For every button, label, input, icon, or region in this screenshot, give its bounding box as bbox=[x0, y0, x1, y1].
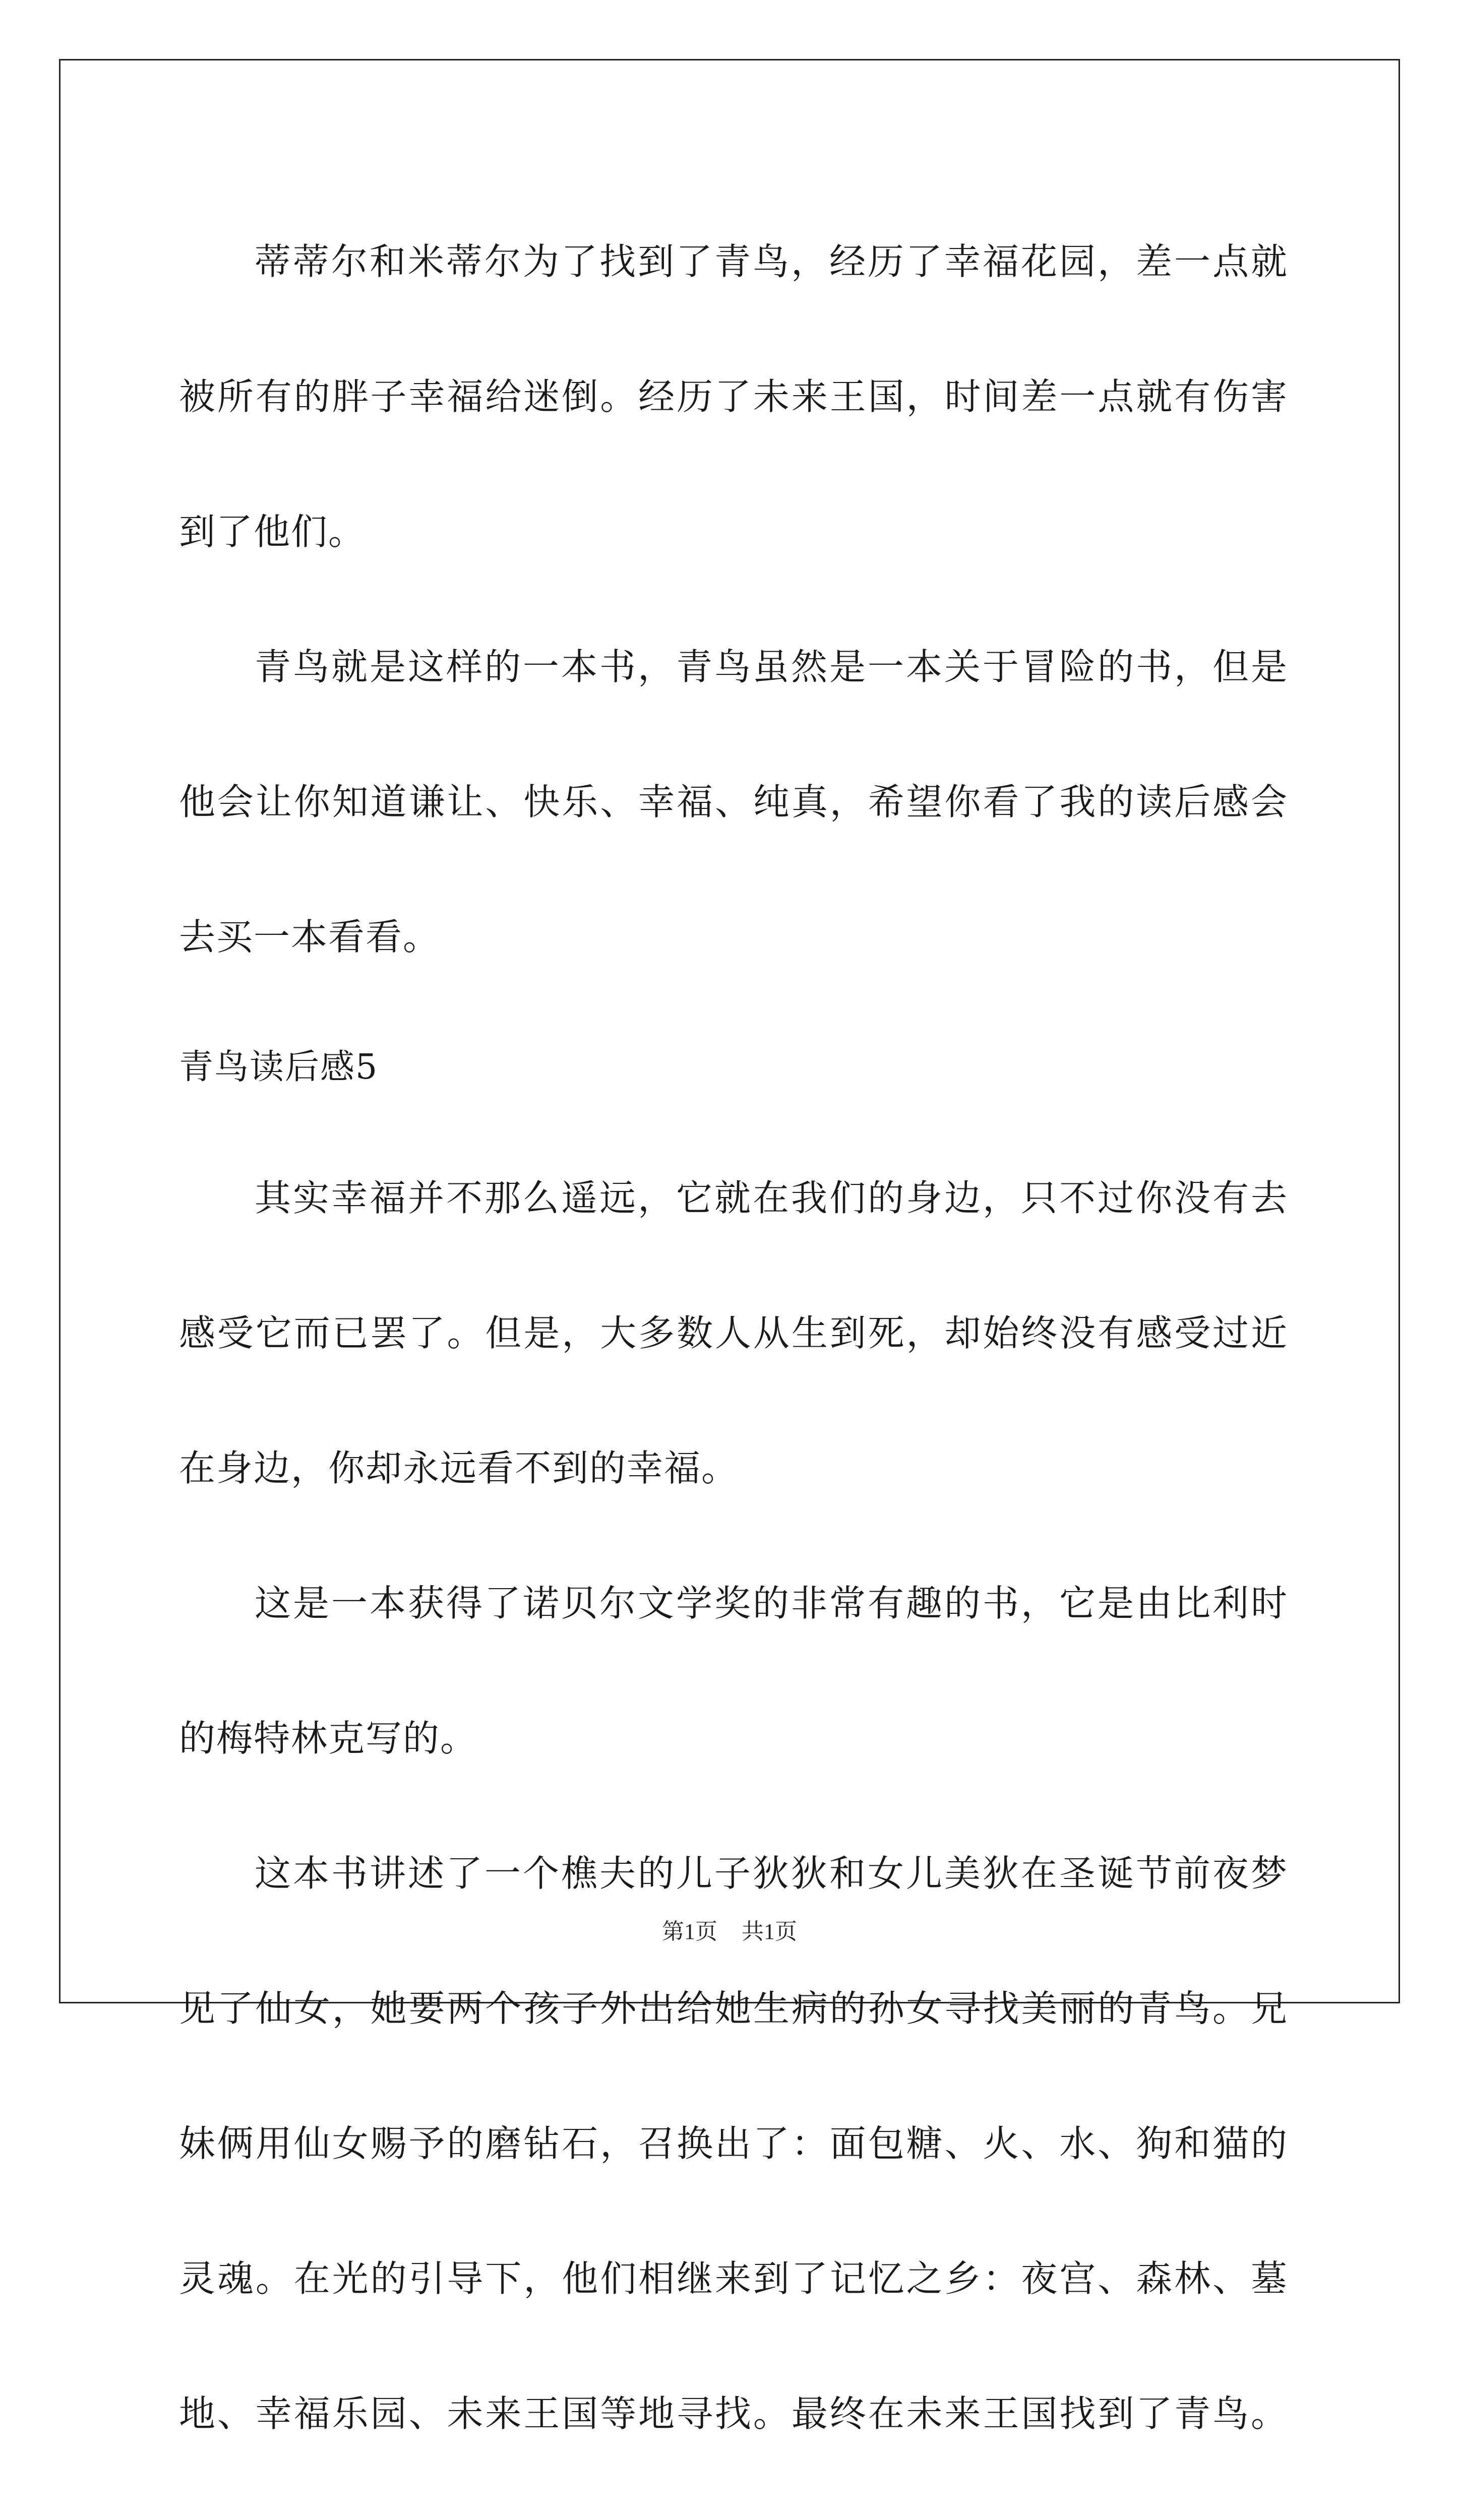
paragraph-5: 这本书讲述了一个樵夫的儿子狄狄和女儿美狄在圣诞节前夜梦见了仙女，她要两个孩子外出给她生病的孙女寻找美丽的青鸟。兄妹俩用仙女赐予的磨钻石，召换出了：面包糖、火、水、狗和猫的灵魂。在光的引导下，他们相继来到了记忆之乡：夜宫、森林、墓地、幸福乐园、未来王国等地寻找。最终在未来王国找到了青鸟。 bbox=[179, 1852, 1288, 2435]
paragraph-2: 青鸟就是这样的一本书，青鸟虽然是一本关于冒险的书，但是他会让你知道谦让、快乐、幸福、纯真，希望你看了我的读后感会去买一本看看。 bbox=[179, 646, 1288, 958]
page-number: 第1页 bbox=[662, 1919, 717, 1944]
paragraph-1: 蒂蒂尔和米蒂尔为了找到了青鸟，经历了幸福花园，差一点就被所有的胖子幸福给迷倒。经历了未来王国，时间差一点就有伤害到了他们。 bbox=[179, 240, 1288, 553]
paragraph-3: 其实幸福并不那么遥远，它就在我们的身边，只不过你没有去感受它而已罢了。但是，大多数人从生到死，却始终没有感受过近在身边，你却永远看不到的幸福。 bbox=[179, 1177, 1288, 1489]
paragraph-4: 这是一本获得了诺贝尔文学奖的非常有趣的书，它是由比利时的梅特林克写的。 bbox=[179, 1582, 1288, 1759]
section-heading: 青鸟读后感5 bbox=[179, 1047, 379, 1087]
page-total: 共1页 bbox=[742, 1919, 797, 1944]
document-body bbox=[179, 194, 1288, 2520]
page-footer bbox=[0, 1913, 1459, 1945]
